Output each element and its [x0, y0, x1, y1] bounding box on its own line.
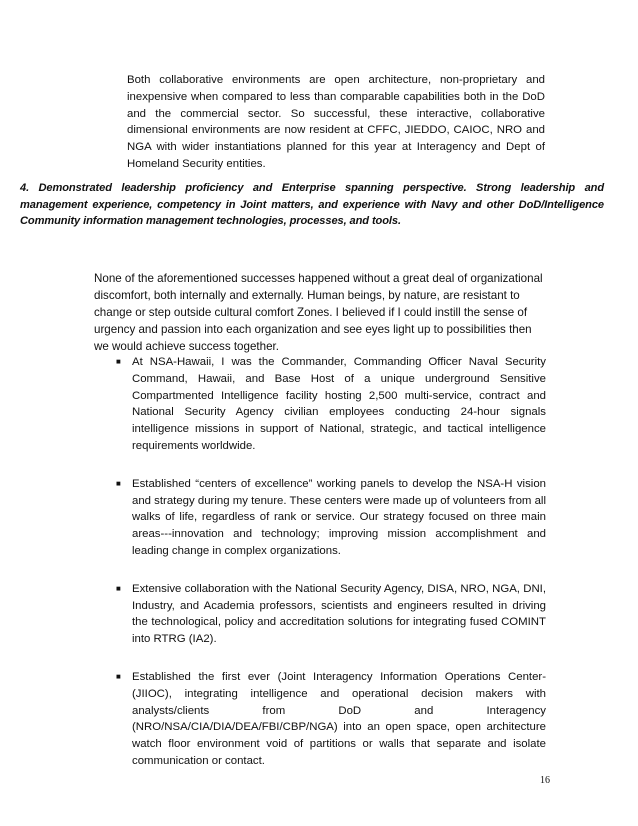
- square-bullet-icon: ■: [116, 357, 121, 366]
- intro-paragraph: Both collaborative environments are open architecture, non-proprietary and inexpensive when compared to less than comparable capabilities both in the DoD and the commercial sector. So successful, these interactive, collaborative dimensional environments are now resident at CFFC, JIEDDO, CAIOC, NRO and NGA with wider instantiations planned for this year at Interagency and Dept of Homeland Security entities.: [127, 74, 545, 170]
- list-item: [116, 669, 546, 770]
- list-item: [116, 581, 546, 648]
- square-bullet-icon: ■: [116, 671, 121, 681]
- list-item-text: Extensive collaboration with the National Security Agency, DISA, NRO, NGA, DNI, Industry, and Academia professors, scientists and engineers resulted in driving the technological, policy and accreditation solutions for integrating fused COMINT into RTRG (IA2).: [132, 582, 546, 646]
- page-number: 16: [540, 775, 550, 786]
- list-item: [116, 476, 546, 560]
- list-item-text: At NSA-Hawaii, I was the Commander, Commanding Officer Naval Security Command, Hawaii, and Base Host of a unique underground Sensitive Compartmented Intelligence facility hosting 2,500 multi-service, contract and National Security Agency civilian employees conducting 24-hour signals intelligence missions in support of National, strategic, and tactical intelligence requirements worldwide.: [132, 356, 546, 452]
- square-bullet-icon: ■: [116, 478, 121, 488]
- list-item: [116, 354, 546, 455]
- body-paragraph: None of the aforementioned successes happened without a great deal of organizational discomfort, both internally and externally. Human beings, by nature, are resistant to change or step outside cultural comfort Zones. I believed if I could instill the sense of urgency and passion into each organization and see eyes light up to possibilities then we would achieve success together.: [94, 272, 543, 353]
- list-item-text: Established “centers of excellence” working panels to develop the NSA-H vision and strategy during my tenure. These centers were made up of volunteers from all walks of life, regardless of rank or service. Our strategy focused on three main areas---innovation and technology; improving mission accomplishment and leading change in complex organizations.: [132, 477, 546, 557]
- bullet-list: [116, 354, 546, 791]
- section-heading: 4. Demonstrated leadership proficiency and Enterprise spanning perspective. Strong leadership and management experience, competency in Joint matters, and experience with Navy and other DoD/Intelligence Community information management technologies, processes, and tools.: [20, 182, 604, 227]
- square-bullet-icon: ■: [116, 583, 121, 593]
- list-item-text: Established the first ever (Joint Interagency Information Operations Center-(JIIOC), integrating intelligence and operational decision makers with analysts/clients from DoD and Interagency (NRO/NSA/CIA/DIA/DEA/FBI/CBP/NGA) into an open space, open architecture watch floor environment void of partitions or walls that separate and isolate communication or contact.: [132, 670, 546, 767]
